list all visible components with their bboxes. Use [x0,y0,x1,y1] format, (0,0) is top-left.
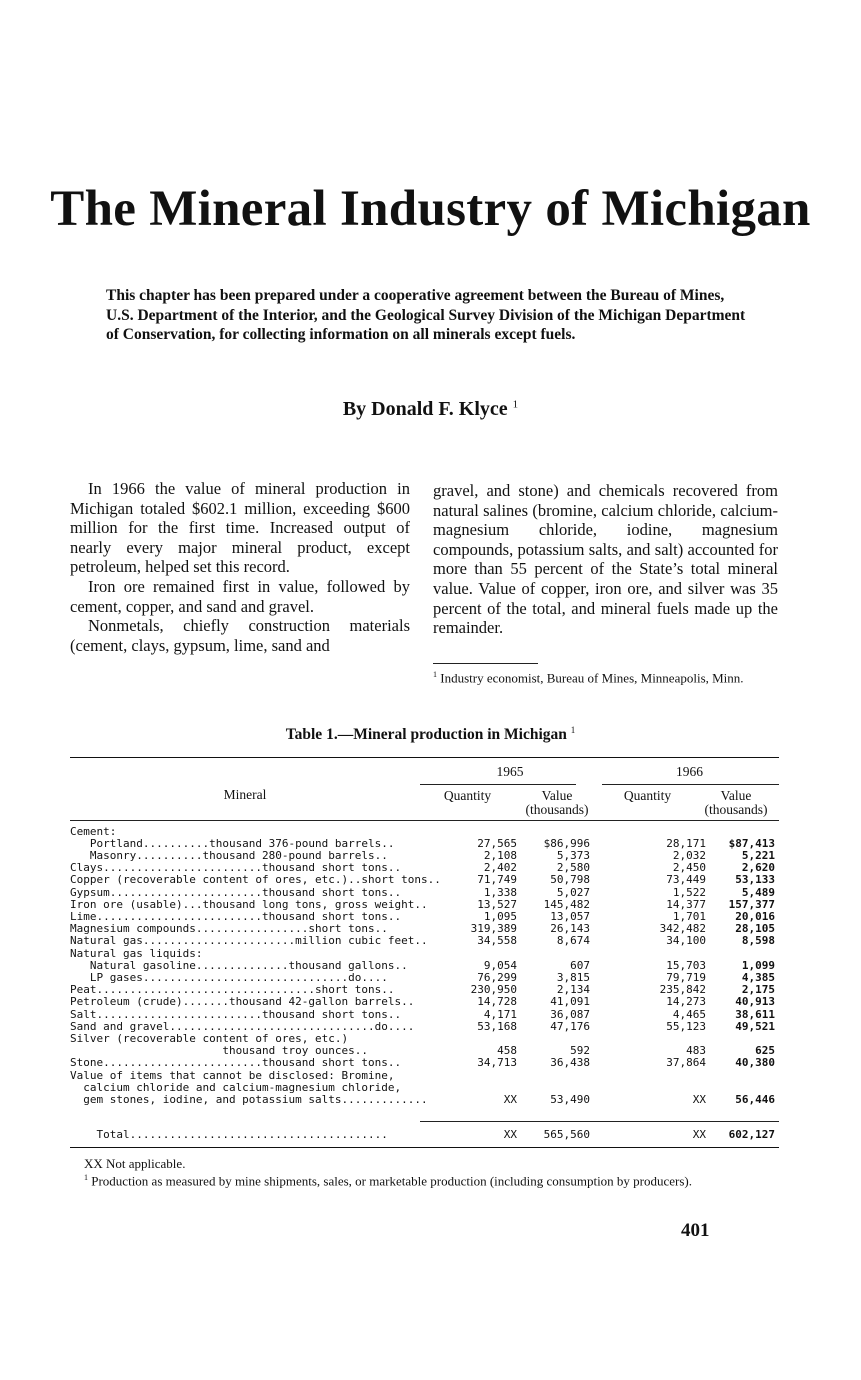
value-1966: $87,413 [728,836,775,850]
total-rule [420,1121,779,1122]
value-1965: 26,143 [550,922,590,936]
quantity-1965: 230,950 [470,983,517,997]
mineral-label: Silver (recoverable content of ores, etc.) [70,1031,349,1045]
mineral-label: Sand and gravel...............................do.... [70,1019,415,1033]
footnote-text: Industry economist, Bureau of Mines, Minneapolis, Minn. [440,670,744,686]
table-top-rule [70,757,779,758]
mineral-label: Salt.........................thousand short tons.. [70,1007,402,1021]
mineral-label: Natural gasoline..............thousand gallons.. [70,958,408,972]
header-value-label: Value [720,788,752,803]
value-1965: 8,674 [556,934,590,948]
quantity-1966: 14,273 [666,995,706,1009]
quantity-1965: 27,565 [477,836,517,850]
mineral-label: LP gases...............................do.... [70,970,388,984]
table-row [70,1129,780,1141]
header-value-label: Value [541,788,573,803]
note-production [70,1171,780,1188]
value-1965: 47,176 [550,1019,590,1033]
table-row [70,1070,780,1082]
header-value-1965 [512,789,602,817]
quantity-1966: 28,171 [666,836,706,850]
value-1965: 3,815 [556,970,590,984]
value-1965: 145,482 [543,897,590,911]
paragraph: gravel, and stone) and chemicals recovered from natural salines (bromine, calcium chloride, calcium-magnesium chloride, iodine, magnesium compounds, potassium salts, and salt) accounted for more than 55 percent of the State’s total mineral value. Value of copper, iron ore, and silver was 35 percent of the total, and mineral fuels made up the remainder. [433,481,778,638]
quantity-1965: 1,338 [483,885,517,899]
quantity-1965: 34,558 [477,934,517,948]
paragraph: In 1966 the value of mineral production in Michigan totaled $602.1 million, exceeding $600 million for the first time. Increased output of nearly every major mineral product, except petroleum, helped set this record. [70,479,410,577]
quantity-1965: 71,749 [477,873,517,887]
value-1965: 592 [570,1044,590,1058]
header-value-unit: (thousands) [525,802,589,817]
quantity-1966: 342,482 [659,922,706,936]
value-1966: 2,175 [741,983,775,997]
quantity-1966: 73,449 [666,873,706,887]
mineral-label: Lime.........................thousand short tons.. [70,909,402,923]
value-1966: 49,521 [735,1019,775,1033]
quantity-1965: 458 [497,1044,517,1058]
mineral-label: Masonry..........thousand 280-pound barrels.. [70,848,388,862]
table-caption-mark: 1 [570,725,576,735]
mineral-label: Gypsum.......................thousand short tons.. [70,885,402,899]
header-bottom-rule [70,820,779,821]
paragraph: Nonmetals, chiefly construction materials (cement, clays, gypsum, lime, sand and [70,616,410,655]
quantity-1966: 1,522 [672,885,706,899]
value-1966: 157,377 [728,897,775,911]
footnote-mark: 1 [433,670,437,679]
mineral-label: Magnesium compounds.................short tons.. [70,922,388,936]
quantity-1965: 13,527 [477,897,517,911]
table-row [70,1057,780,1069]
value-1966: 56,446 [735,1092,775,1106]
quantity-1966: 55,123 [666,1019,706,1033]
header-value-1966 [690,789,782,817]
value-1966: 8,598 [741,934,775,948]
quantity-1966: 235,842 [659,983,706,997]
header-mineral: Mineral [223,787,267,802]
table-row [70,887,780,899]
mineral-label: Value of items that cannot be disclosed: Bromine, [70,1068,395,1082]
quantity-1966: 2,450 [672,861,706,875]
mineral-label: Total....................................... [70,1128,388,1141]
mineral-label: Stone........................thousand short tons.. [70,1056,402,1070]
quantity-1966: XX [692,1128,706,1141]
note-production-text: Production as measured by mine shipments, sales, or marketable production (including consumption by producers). [91,1172,693,1188]
page-title: The Mineral Industry of Michigan [50,181,811,237]
quantity-1965: 1,095 [483,909,517,923]
author-byline [0,398,861,421]
quantity-1966: 34,100 [666,934,706,948]
quantity-1965: 9,054 [483,958,517,972]
value-1966: 5,221 [741,848,775,862]
quantity-1965: 4,171 [483,1007,517,1021]
value-1966: 20,016 [735,909,775,923]
quantity-1966: XX [692,1092,706,1106]
value-1965: 5,373 [556,848,590,862]
quantity-1965: 53,168 [477,1019,517,1033]
mineral-label: gem stones, iodine, and potassium salts............. [70,1092,428,1106]
table-row [70,874,780,886]
quantity-1966: 14,377 [666,897,706,911]
chapter-note: This chapter has been prepared under a cooperative agreement between the Bureau of Mines, U.S. Department of the Interior, and the Geological Survey Division of the Michigan Department of Conservation, for collecting information on all minerals except fuels. [106,287,746,343]
body-column-left [70,479,410,655]
value-1966: 2,620 [741,861,775,875]
note-not-applicable: XX Not applicable. [84,1156,186,1171]
value-1966: 40,380 [735,1056,775,1070]
value-1965: 2,580 [556,861,590,875]
table-notes [70,1157,780,1187]
value-1965: 53,490 [550,1092,590,1106]
value-1966: 40,913 [735,995,775,1009]
quantity-1965: 34,713 [477,1056,517,1070]
quantity-1966: 1,701 [672,909,706,923]
mineral-label: Peat.................................short tons.. [70,983,395,997]
value-1966: 625 [755,1044,775,1058]
value-1965: 36,087 [550,1007,590,1021]
quantity-1966: 4,465 [672,1007,706,1021]
value-1966: 38,611 [735,1007,775,1021]
page-number: 401 [681,1220,710,1241]
mineral-label: Iron ore (usable)...thousand long tons, gross weight.. [70,897,428,911]
author-name: By Donald F. Klyce [342,398,508,420]
value-1965: 607 [570,958,590,972]
footnote-divider [433,663,538,664]
table-caption-text: Table 1.—Mineral production in Michigan [285,726,567,744]
mineral-label: Natural gas.......................million cubic feet.. [70,934,428,948]
mineral-label: Natural gas liquids: [70,946,203,960]
quantity-1966: 15,703 [666,958,706,972]
header-rule-1965 [420,784,576,785]
quantity-1965: 319,389 [470,922,517,936]
mineral-label: Copper (recoverable content of ores, etc.)..short tons.. [70,873,441,887]
quantity-1965: XX [503,1128,517,1141]
header-year-1965: 1965 [496,764,524,779]
header-rule-1966 [602,784,779,785]
table-row [70,826,780,838]
quantity-1965: 14,728 [477,995,517,1009]
value-1965: 2,134 [556,983,590,997]
quantity-1966: 37,864 [666,1056,706,1070]
quantity-1965: 76,299 [477,970,517,984]
mineral-label: Cement: [70,824,117,838]
quantity-1966: 79,719 [666,970,706,984]
mineral-label: calcium chloride and calcium-magnesium chloride, [70,1080,402,1094]
quantity-1965: 2,108 [483,848,517,862]
value-1966: 1,099 [741,958,775,972]
value-1965: 36,438 [550,1056,590,1070]
table-bottom-rule [70,1147,779,1148]
value-1965: 565,560 [543,1128,590,1141]
value-1965: $86,996 [543,836,590,850]
quantity-1965: XX [503,1092,517,1106]
value-1966: 602,127 [728,1128,775,1141]
author-footnote [433,668,778,686]
value-1965: 13,057 [550,909,590,923]
quantity-1965: 2,402 [483,861,517,875]
author-footnote-mark: 1 [512,398,519,411]
header-value-unit: (thousands) [704,802,768,817]
value-1966: 5,489 [741,885,775,899]
quantity-1966: 483 [686,1044,706,1058]
value-1966: 28,105 [735,922,775,936]
table-row [70,1094,780,1106]
header-year-1966: 1966 [676,764,703,779]
header-quantity-1965: Quantity [443,788,492,803]
header-quantity-1966: Quantity [623,788,672,803]
value-1966: 4,385 [741,970,775,984]
table-row [70,948,780,960]
note-mark: 1 [84,1172,88,1182]
value-1965: 50,798 [550,873,590,887]
table-row [70,935,780,947]
table-row [70,996,780,1008]
value-1966: 53,133 [735,873,775,887]
paragraph: Iron ore remained first in value, followed by cement, copper, and sand and gravel. [70,576,410,616]
mineral-label: thousand troy ounces.. [70,1044,369,1058]
value-1965: 5,027 [556,885,590,899]
body-column-right [433,481,778,638]
table-caption [0,725,861,744]
mineral-label: Petroleum (crude).......thousand 42-gallon barrels.. [70,995,415,1009]
quantity-1966: 2,032 [672,848,706,862]
mineral-label: Clays........................thousand short tons.. [70,861,402,875]
mineral-label: Portland..........thousand 376-pound barrels.. [70,836,395,850]
value-1965: 41,091 [550,995,590,1009]
table-row [70,1009,780,1021]
